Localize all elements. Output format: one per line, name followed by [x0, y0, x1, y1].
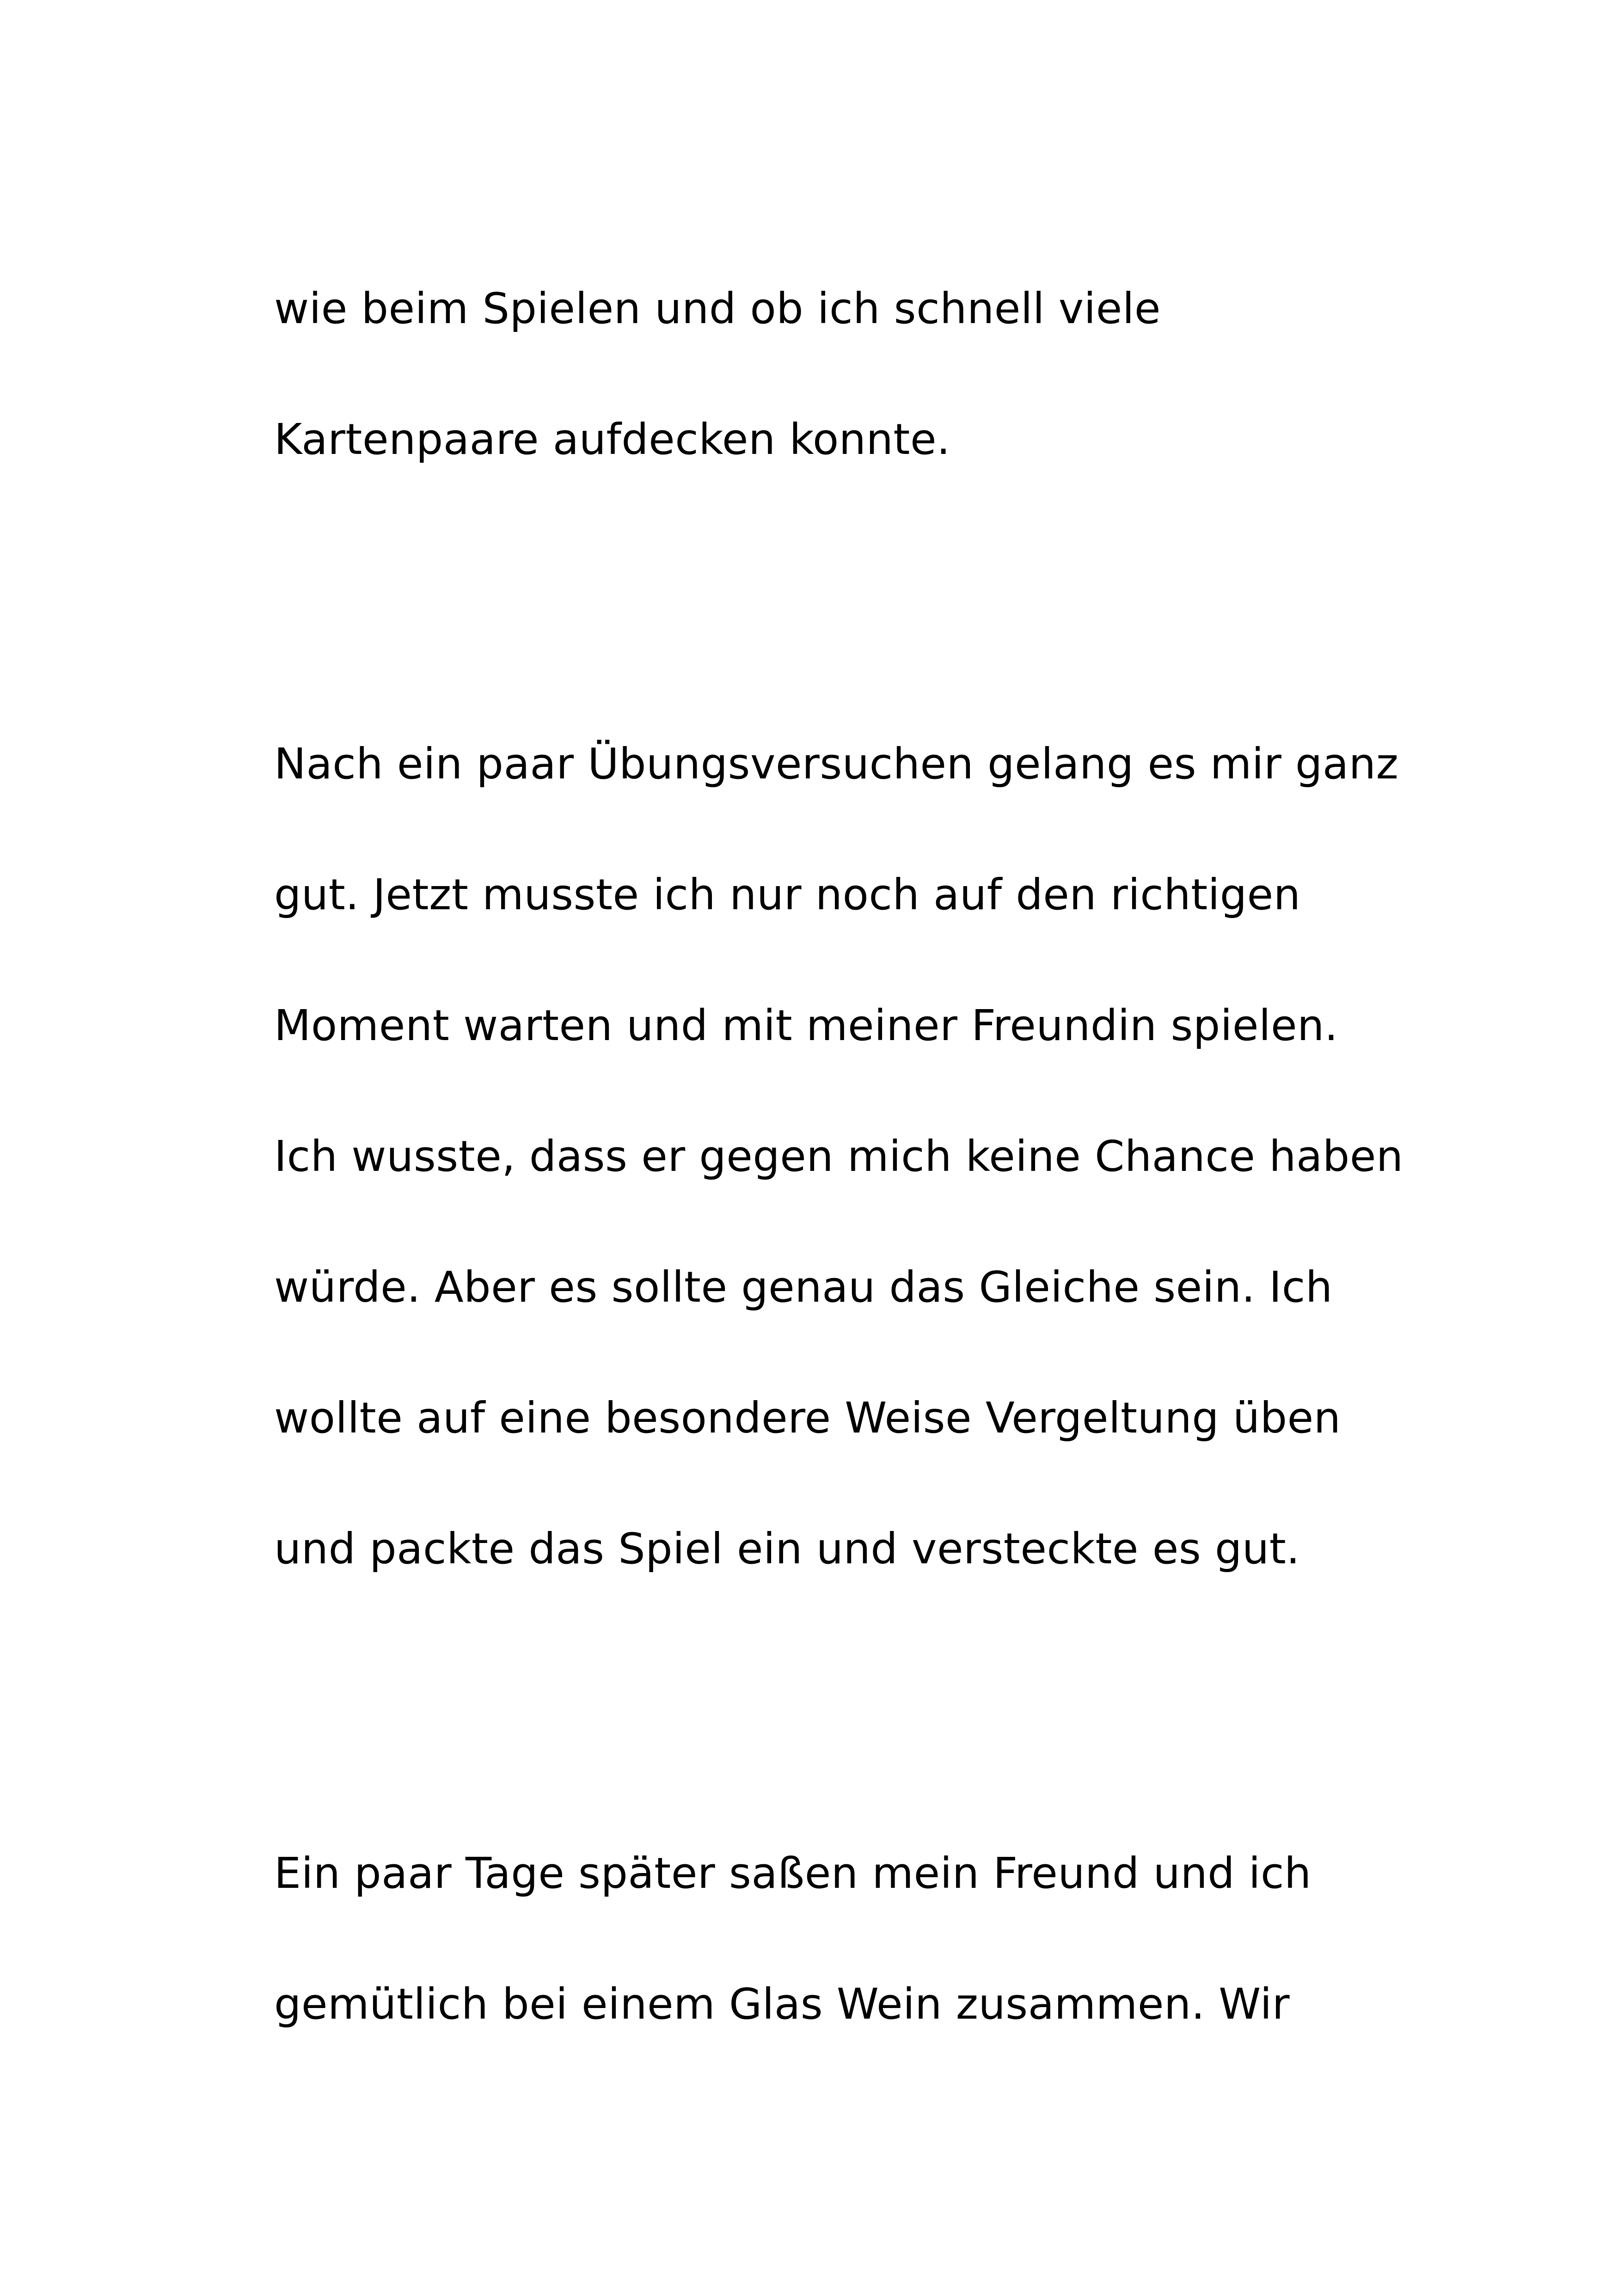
text-line: würde. Aber es sollte genau das Gleiche sein. Ich	[274, 1262, 1333, 1312]
text-line: Moment warten und mit meiner Freundin spielen.	[274, 1001, 1338, 1050]
text-line: Ich wusste, dass er gegen mich keine Chance haben	[274, 1132, 1403, 1181]
text-line: wollte auf eine besondere Weise Vergeltung üben	[274, 1393, 1341, 1443]
text-line: und packte das Spiel ein und versteckte es gut.	[274, 1524, 1300, 1574]
text-line: Nach ein paar Übungsversuchen gelang es mir ganz	[274, 739, 1399, 789]
text-line: Kartenpaare aufdecken konnte.	[274, 415, 950, 464]
text-line: Ein paar Tage später saßen mein Freund und ich	[274, 1849, 1312, 1898]
text-line: wie beim Spielen und ob ich schnell viele	[274, 284, 1161, 333]
text-line: gut. Jetzt musste ich nur noch auf den richtigen	[274, 870, 1301, 919]
text-line: gemütlich bei einem Glas Wein zusammen. Wir	[274, 1979, 1290, 2029]
